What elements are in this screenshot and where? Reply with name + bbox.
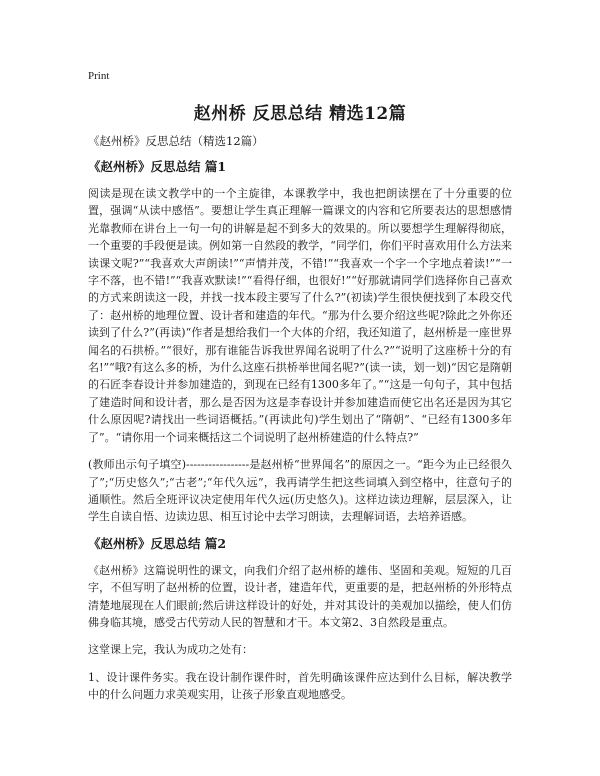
section-heading-2: 《赵州桥》反思总结 篇2 [88,535,227,551]
section-2-paragraph-2: 这堂课上完，我认为成功之处有： [88,643,253,657]
document-body [88,133,512,714]
page-title: 赵州桥 反思总结 精选12篇 [193,104,407,124]
section-heading-1: 《赵州桥》反思总结 篇1 [88,159,227,174]
section-1-paragraph-2: (教师出示句子填空)-----------------是赵州桥“世界闻名”的原因之一。“距今为止已经很久了”;“历史悠久”;“古老”;“年代久远”，我再请学生把这些词填入到空格中，往意句子的通顺性。然后全班评议决定使用年代久远(历史悠久)。这样边读边理解，层层深入，让学生自读自悟、边读边思、相互讨论中去学习朗读，去理解词语，去培养语感。 [88,458,512,524]
section-2-paragraph-3: 1、设计课件务实。我在设计制作课件时，首先明确该课件应达到什么目标，解决教学中的什么问题力求美观实用，让孩子形象直观地感受。 [88,670,512,702]
print-link[interactable]: Print [88,70,110,82]
section-2-paragraph-1: 《赵州桥》这篇说明性的课文，向我们介绍了赵州桥的雄伟、坚固和美观。短短的几百字，不但写明了赵州桥的位置，设计者，建造年代，更重要的是，把赵州桥的外形特点清楚地展现在人们眼前;然后讲这样设计的好处，并对其设计的美观加以描绘，使人们仿佛身临其境，感受古代劳动人民的智慧和才干。本文第2、3自然段是重点。 [88,563,512,629]
document-subtitle: 《赵州桥》反思总结（精选12篇） [88,134,264,148]
section-1-paragraph-1: 阅读是现在读文教学中的一个主旋律，本课教学中，我也把朗读摆在了十分重要的位置，强调“从读中感悟”。要想让学生真正理解一篇课文的内容和它所要表达的思想感情光靠教师在讲台上一句一句的讲解是起不到多大的效果的。所以要想学生理解得彻底，一个重要的手段便是读。例如第一自然段的教学，“同学们，你们平时喜欢用什么方法来读课文呢?”“我喜欢大声朗读!”“声情并茂，不错!”“我喜欢一个字一个字地点着读!”“一字不落，也不错!”“我喜欢默读!”“看得仔细，也很好!”“好那就请同学们选择你自己喜欢的方式来朗读这一段，并找一找本段主要写了什么?”(初读)学生很快便找到了本段交代了：赵州桥的地理位置、设计者和建造的年代。“那为什么要介绍这些呢?除此之外你还读到了什么?”(再读)“作者是想给我们一个大体的介绍，我还知道了，赵州桥是一座世界闻名的石拱桥。”“很好，那有谁能告诉我世界闻名说明了什么?”“说明了这座桥十分的有名!”“哦?有这么多的桥，为什么这座石拱桥举世闻名呢?”(读一读，划一划)“因它是隋朝的石匠李春设计并参加建造的，到现在已经有1300多年了。”“这是一句句子，其中包括了建造时间和设计者，那么是否因为这是李春设计并参加建造而使它出名还是因为其它什么原因呢?请找出一些词语概括。”(再读此句)学生划出了“隋朝”、“已经有1300多年了”。“请你用一个词来概括这二个词说明了赵州桥建造的什么特点?” [88,187,512,444]
